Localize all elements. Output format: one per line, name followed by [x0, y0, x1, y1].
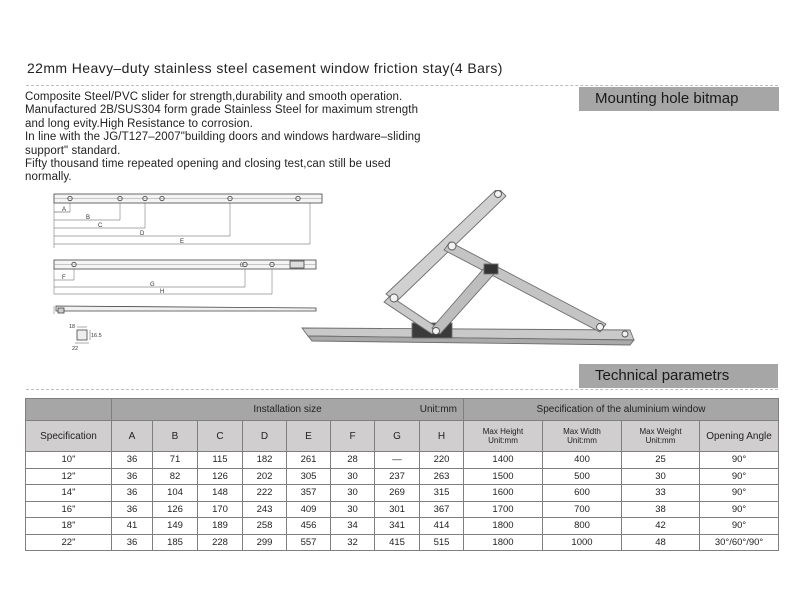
table-cell: 202: [243, 468, 287, 485]
table-cell: 36: [112, 452, 153, 469]
mounting-hole-heading: Mounting hole bitmap: [579, 87, 779, 111]
dim-label-e: E: [180, 239, 185, 245]
spec-table: [25, 398, 779, 551]
table-cell: 25: [622, 452, 700, 469]
table-cell: 237: [375, 468, 420, 485]
col-header-b: B: [153, 421, 198, 452]
col-header-max-weight: [622, 421, 700, 452]
col-header-f: F: [331, 421, 375, 452]
dim-label-b: B: [86, 215, 91, 221]
table-cell: 515: [420, 534, 464, 551]
table-cell: 1700: [464, 501, 543, 518]
table-cell: 1800: [464, 534, 543, 551]
max-height-unit: Unit:mm: [488, 436, 518, 445]
table-cell: 82: [153, 468, 198, 485]
table-cell: 30: [331, 468, 375, 485]
table-cell: 301: [375, 501, 420, 518]
dim-label-h: H: [160, 289, 165, 295]
table-cell: 1600: [464, 485, 543, 502]
table-cell: 30: [622, 468, 700, 485]
table-cell: 90°: [700, 468, 779, 485]
table-cell: 90°: [700, 518, 779, 535]
col-header-opening-angle: Opening Angle: [700, 421, 779, 452]
table-cell: 126: [198, 468, 243, 485]
install-size-label: Installation size: [253, 404, 322, 415]
table-cell: 22": [26, 534, 112, 551]
table-cell: 263: [420, 468, 464, 485]
page-title: 22mm Heavy–duty stainless steel casement window friction stay(4 Bars): [27, 60, 503, 76]
table-cell: 10": [26, 452, 112, 469]
max-weight-label: Max Weight: [639, 427, 682, 436]
spec-table-body: [26, 452, 779, 551]
table-cell: 222: [243, 485, 287, 502]
table-cell: 34: [331, 518, 375, 535]
table-cell: 261: [287, 452, 331, 469]
max-height-label: Max Height: [482, 427, 524, 436]
dim-label-c: C: [98, 223, 103, 229]
table-cell: 1800: [464, 518, 543, 535]
dim-label-g: G: [150, 282, 155, 288]
table-cell: 90°: [700, 452, 779, 469]
table-cell: 48: [622, 534, 700, 551]
table-row: [26, 534, 779, 551]
technical-divider: [26, 389, 778, 390]
table-cell: 33: [622, 485, 700, 502]
dim-label-f: F: [62, 275, 66, 281]
dim-label-a: A: [62, 207, 67, 213]
table-cell: 36: [112, 501, 153, 518]
table-cell: 315: [420, 485, 464, 502]
top-rail-drawing: [54, 194, 322, 248]
table-cell: 500: [543, 468, 622, 485]
table-cell: 700: [543, 501, 622, 518]
col-header-max-width: [543, 421, 622, 452]
max-width-label: Max Width: [563, 427, 601, 436]
table-cell: 189: [198, 518, 243, 535]
table-cell: 149: [153, 518, 198, 535]
table-cell: 228: [198, 534, 243, 551]
window-spec-group: Specification of the aluminium window: [464, 399, 779, 421]
table-cell: 148: [198, 485, 243, 502]
dim-label-d: D: [140, 231, 145, 237]
col-header-g: G: [375, 421, 420, 452]
table-row: [26, 501, 779, 518]
table-cell: 30: [331, 485, 375, 502]
table-cell: 600: [543, 485, 622, 502]
table-cell: 400: [543, 452, 622, 469]
table-cell: 170: [198, 501, 243, 518]
table-cell: 42: [622, 518, 700, 535]
table-cell: —: [375, 452, 420, 469]
profile-dim-22: 22: [72, 346, 79, 352]
table-group-row: [26, 399, 779, 421]
table-header-row: [26, 421, 779, 452]
install-size-unit: Unit:mm: [419, 404, 457, 415]
col-header-c: C: [198, 421, 243, 452]
col-header-specification: Specification: [26, 421, 112, 452]
table-cell: 36: [112, 534, 153, 551]
table-cell: 126: [153, 501, 198, 518]
col-header-a: A: [112, 421, 153, 452]
table-cell: 414: [420, 518, 464, 535]
table-cell: 220: [420, 452, 464, 469]
table-cell: 341: [375, 518, 420, 535]
table-cell: 38: [622, 501, 700, 518]
friction-stay-illustration: [302, 190, 634, 345]
install-size-group: [112, 399, 464, 421]
table-row: [26, 518, 779, 535]
table-cell: 32: [331, 534, 375, 551]
table-cell: 182: [243, 452, 287, 469]
table-cell: 18": [26, 518, 112, 535]
bottom-rail-drawing: [54, 260, 316, 294]
product-description: Composite Steel/PVC slider for strength,durability and smooth operation. Manufactured 2B/SUS304 form grade Stainless Steel for maximum strength and long evity.High Resistance to corrosion. In line with the JG/T127–2007"building doors and windows hardware–sliding support" standard. Fifty thousand time repeated opening and closing test,can still be used normally.: [25, 91, 421, 184]
col-header-h: H: [420, 421, 464, 452]
table-cell: 243: [243, 501, 287, 518]
table-cell: 115: [198, 452, 243, 469]
table-cell: 41: [112, 518, 153, 535]
table-cell: 305: [287, 468, 331, 485]
table-cell: 299: [243, 534, 287, 551]
table-cell: 36: [112, 468, 153, 485]
side-view-drawing: [54, 306, 316, 314]
technical-parameters-heading: Technical parametrs: [579, 364, 778, 388]
table-cell: 557: [287, 534, 331, 551]
col-header-max-height: [464, 421, 543, 452]
table-cell: 28: [331, 452, 375, 469]
table-cell: 456: [287, 518, 331, 535]
technical-drawing: [40, 190, 640, 360]
table-row: [26, 485, 779, 502]
dim-label-small: 0: [240, 263, 244, 269]
table-cell: 415: [375, 534, 420, 551]
table-cell: 357: [287, 485, 331, 502]
table-cell: 269: [375, 485, 420, 502]
table-cell: 30°/60°/90°: [700, 534, 779, 551]
table-cell: 1400: [464, 452, 543, 469]
table-cell: 800: [543, 518, 622, 535]
table-cell: 90°: [700, 485, 779, 502]
table-cell: 367: [420, 501, 464, 518]
table-row: [26, 452, 779, 469]
table-cell: 36: [112, 485, 153, 502]
profile-dim-18: 18: [69, 324, 76, 330]
col-header-e: E: [287, 421, 331, 452]
table-row: [26, 468, 779, 485]
table-cell: 1500: [464, 468, 543, 485]
max-weight-unit: Unit:mm: [645, 436, 676, 445]
profile-section-drawing: [75, 327, 90, 343]
table-cell: 71: [153, 452, 198, 469]
table-cell: 258: [243, 518, 287, 535]
title-divider: [26, 85, 778, 86]
table-cell: 185: [153, 534, 198, 551]
col-header-d: D: [243, 421, 287, 452]
max-width-unit: Unit:mm: [567, 436, 597, 445]
table-cell: 12": [26, 468, 112, 485]
table-cell: 90°: [700, 501, 779, 518]
table-cell: 1000: [543, 534, 622, 551]
table-cell: 104: [153, 485, 198, 502]
table-cell: 30: [331, 501, 375, 518]
table-cell: 14": [26, 485, 112, 502]
table-cell: 16": [26, 501, 112, 518]
profile-dim-16-5: 16.5: [91, 333, 102, 339]
table-cell: 409: [287, 501, 331, 518]
